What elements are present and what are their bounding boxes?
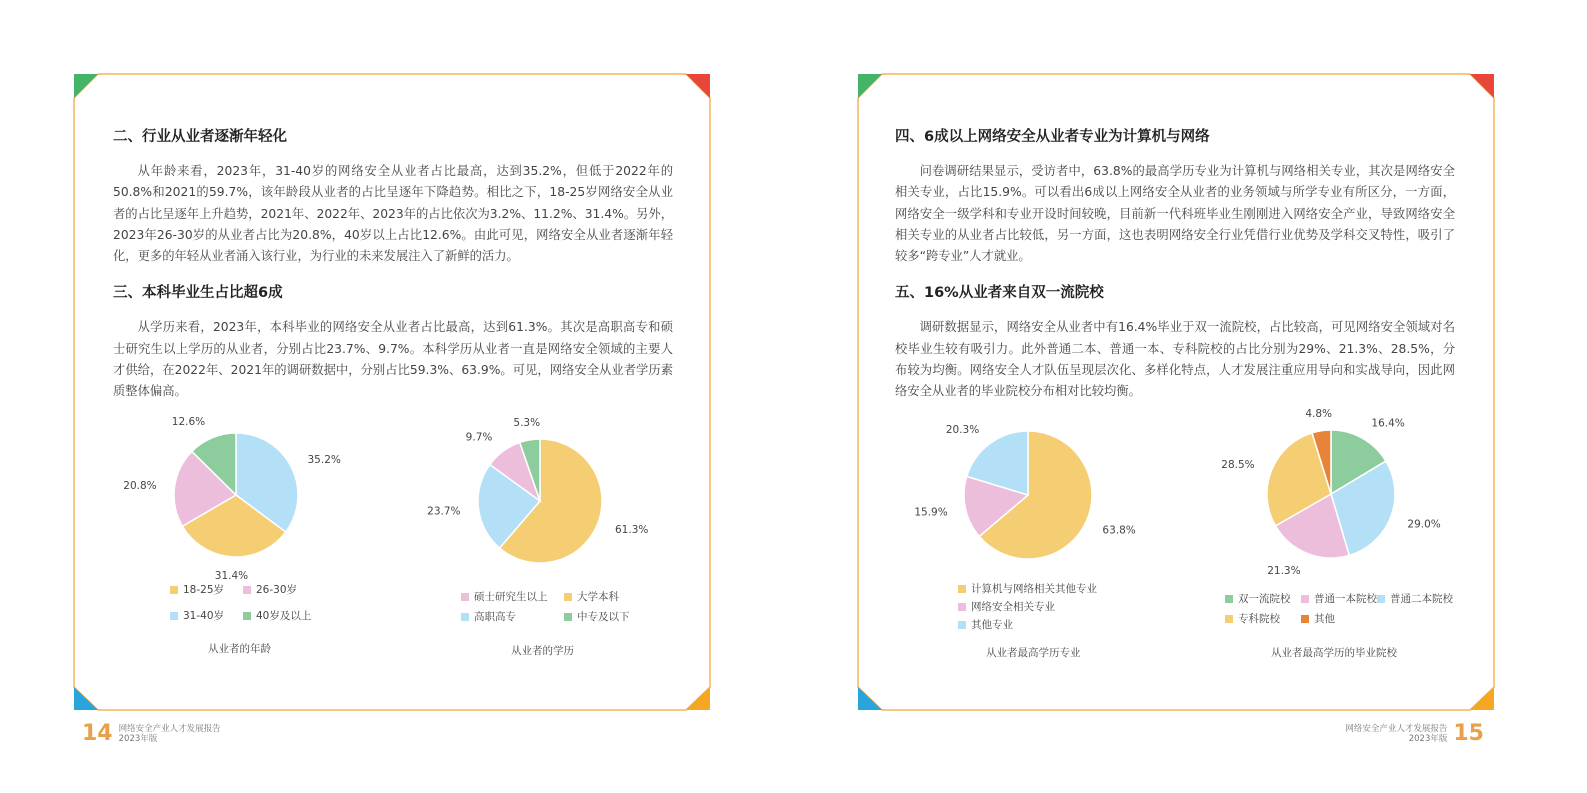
left-page [0, 0, 793, 793]
legend-item [958, 581, 1097, 596]
legend-label: 40岁及以上 [256, 610, 312, 622]
legend-swatch [958, 603, 966, 611]
legend-item [1301, 591, 1377, 606]
legend-label: 网络安全相关专业 [971, 601, 1055, 613]
caption-major: 从业者最高学历专业 [986, 647, 1081, 659]
legend-label: 普通一本院校 [1314, 593, 1377, 605]
legend-label: 双一流院校 [1238, 593, 1291, 605]
legend-swatch [170, 586, 178, 594]
legend-swatch [461, 613, 469, 621]
legend-label: 其他专业 [971, 619, 1013, 631]
legend-item [461, 609, 516, 624]
legend-label: 高职高专 [474, 611, 516, 623]
right-page [793, 0, 1586, 793]
legend-label: 大学本科 [577, 591, 619, 603]
legend-swatch [1301, 615, 1309, 623]
legend-swatch [1225, 595, 1233, 603]
legend-label: 其他 [1314, 613, 1335, 625]
slice-label-0: 61.3% [615, 523, 649, 536]
legend-label: 31-40岁 [183, 610, 225, 622]
report-title: 网络安全产业人才发展报告 [1345, 724, 1448, 734]
legend-item [1301, 611, 1335, 626]
pie-school [1213, 407, 1473, 578]
legend-label: 26-30岁 [256, 584, 298, 596]
legend-swatch [461, 593, 469, 601]
legend-label: 专科院校 [1238, 613, 1280, 625]
legend-label: 18-25岁 [183, 584, 225, 596]
slice-label-3: 12.6% [171, 416, 206, 429]
report-edition: 2023年版 [1408, 734, 1448, 744]
legend-item [958, 617, 1013, 632]
legend-swatch [170, 612, 178, 620]
slice-label-1: 29.0% [1407, 518, 1441, 531]
section4-body: 问卷调研结果显示，受访者中，63.8%的最高学历专业为计算机与网络相关专业，其次是网络安全相关专业，占比15.9%。可以看出6成以上网络安全从业者的业务领域与所学专业有所区分，一方面，网络安全一级学科和专业开设时间较晚，目前新一代科班毕业生刚刚进入网络安全产业，导致网络安全相关专业的从业者占比较低，另一方面，这也表明网络安全行业凭借行业优势及学科交叉特性，吸引了较多“跨专业”人才就业。 [895, 164, 1455, 264]
left-content [113, 127, 673, 415]
slice-label-3: 5.3% [513, 417, 541, 430]
slice-label-0: 16.4% [1371, 417, 1405, 430]
footer-left [82, 723, 221, 745]
section4-heading: 四、6成以上网络安全从业者专业为计算机与网络 [895, 129, 1210, 145]
legend-swatch [564, 613, 572, 621]
slice-label-1: 31.4% [214, 569, 249, 582]
legend-label: 中专及以下 [577, 611, 630, 623]
slice-label-2: 20.3% [945, 424, 980, 437]
right-content [895, 127, 1455, 415]
caption-age: 从业者的年龄 [208, 643, 271, 655]
slice-label-1: 15.9% [914, 506, 948, 519]
section5-body: 调研数据显示，网络安全从业者中有16.4%毕业于双一流院校，占比较高，可见网络安全领域对名校毕业生较有吸引力。此外普通二本、普通一本、专科院校的占比分别为29%、21.3%、28.5%，分布较为均衡。网络安全人才队伍呈现层次化、多样化特点，人才发展注重应用导向和实战导向，因此网络安全从业者的毕业院校分布相对比较均衡。 [895, 320, 1455, 399]
legend-item [243, 608, 311, 623]
section2-body: 从年龄来看，2023年，31-40岁的网络安全从业者占比最高，达到35.2%，但低于2022年的50.8%和2021的59.7%，该年龄段从业者的占比呈逐年下降趋势。相比之下，18-25岁网络安全从业者的占比呈逐年上升趋势，2021年、2022年、2023年的占比依次为3.2%、11.2%、31.4%。另外，2023年26-30岁的从业者占比为20.8%，40岁以上占比12.6%。由此可见，网络安全从业者逐渐年轻化，更多的年轻从业者涌入该行业，为行业的未来发展注入了新鲜的活力。 [113, 164, 673, 264]
legend-item [461, 589, 548, 604]
legend-item [564, 589, 619, 604]
legend-swatch [243, 586, 251, 594]
slice-label-2: 20.8% [123, 479, 157, 492]
chart-major [913, 414, 1153, 574]
slice-label-3: 28.5% [1221, 459, 1255, 472]
slice-label-4: 4.8% [1305, 407, 1333, 420]
section5-heading: 五、16%从业者来自双一流院校 [895, 285, 1104, 302]
legend-item [170, 608, 224, 623]
pie-age [120, 412, 360, 582]
caption-school: 从业者最高学历的毕业院校 [1271, 647, 1397, 659]
legend-item [958, 599, 1055, 614]
legend-item [1225, 591, 1291, 606]
slice-label-2: 21.3% [1267, 565, 1301, 578]
legend-swatch [564, 593, 572, 601]
legend-item [1225, 611, 1280, 626]
corner-green [74, 74, 98, 98]
legend-label: 普通二本院校 [1390, 593, 1453, 605]
page-number: 14 [82, 721, 113, 746]
legend-swatch [1301, 595, 1309, 603]
slice-label-2: 9.7% [465, 431, 493, 444]
report-title: 网络安全产业人才发展报告 [118, 724, 221, 734]
legend-swatch [1377, 595, 1385, 603]
report-edition: 2023年版 [118, 734, 158, 744]
footer-right [1345, 723, 1484, 745]
legend-item [1377, 591, 1453, 606]
legend-swatch [1225, 615, 1233, 623]
pie-education [420, 415, 660, 575]
legend-item [170, 582, 224, 597]
section3-heading: 三、本科毕业生占比超6成 [113, 285, 283, 302]
chart-age [120, 412, 360, 582]
pie-major [913, 414, 1153, 574]
slice-label-0: 63.8% [1102, 524, 1136, 537]
chart-school [1213, 407, 1473, 578]
section2-heading: 二、行业从业者逐渐年轻化 [113, 129, 287, 145]
legend-swatch [958, 585, 966, 593]
slice-label-1: 23.7% [427, 505, 461, 518]
legend-swatch [243, 612, 251, 620]
legend-item [243, 582, 297, 597]
page-number: 15 [1453, 721, 1484, 746]
legend-item [564, 609, 630, 624]
slice-label-0: 35.2% [307, 454, 341, 467]
legend-label: 计算机与网络相关其他专业 [971, 583, 1097, 595]
legend-label: 硕士研究生以上 [474, 591, 548, 603]
caption-education: 从业者的学历 [511, 645, 574, 657]
legend-swatch [958, 621, 966, 629]
chart-education [420, 415, 660, 575]
section3-body: 从学历来看，2023年，本科毕业的网络安全从业者占比最高，达到61.3%。其次是高职高专和硕士研究生以上学历的从业者，分别占比23.7%、9.7%。本科学历从业者一直是网络安全领域的主要人才供给，在2022年、2021年的调研数据中，分别占比59.3%、63.9%。可见，网络安全从业者学历素质整体偏高。 [113, 320, 673, 399]
